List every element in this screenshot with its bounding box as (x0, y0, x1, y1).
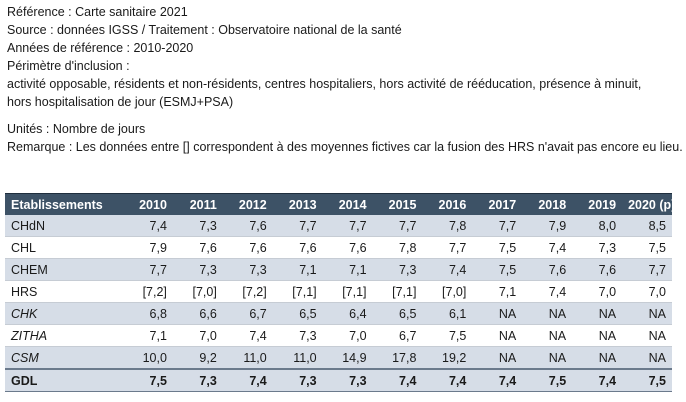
reference-line: Référence : Carte sanitaire 2021 (7, 5, 188, 19)
row-label: CSM (5, 347, 123, 370)
table-cell: 7,8 (422, 215, 472, 237)
table-cell: 7,7 (373, 215, 423, 237)
row-label: ZITHA (5, 325, 123, 347)
table-cell: 7,3 (572, 237, 622, 259)
table-cell: 7,7 (422, 237, 472, 259)
table-cell: 11,0 (223, 347, 273, 370)
table-cell: 7,3 (273, 325, 323, 347)
metadata-block (7, 3, 683, 156)
table-cell: 9,2 (173, 347, 223, 370)
table-cell: 7,0 (323, 325, 373, 347)
table-cell: 7,7 (622, 259, 672, 281)
table-cell: NA (522, 347, 572, 370)
table-cell: 6,5 (373, 303, 423, 325)
table-cell: [7,1] (373, 281, 423, 303)
table-cell: 19,2 (422, 347, 472, 370)
total-cell: 7,4 (572, 369, 622, 392)
table-cell: 7,7 (472, 215, 522, 237)
table-cell: 7,6 (273, 237, 323, 259)
table-cell: 7,6 (223, 215, 273, 237)
table-cell: 7,6 (223, 237, 273, 259)
table-cell: 7,4 (522, 237, 572, 259)
table-cell: NA (472, 303, 522, 325)
table-cell: NA (522, 303, 572, 325)
table-cell: 6,4 (323, 303, 373, 325)
row-label: CHdN (5, 215, 123, 237)
table-cell: 7,4 (223, 325, 273, 347)
column-header-year: 2016 (422, 194, 472, 216)
table-cell: 8,5 (622, 215, 672, 237)
table-cell: 6,7 (223, 303, 273, 325)
row-label: HRS (5, 281, 123, 303)
table-cell: [7,2] (223, 281, 273, 303)
total-cell: 7,3 (173, 369, 223, 392)
column-header-year: 2017 (472, 194, 522, 216)
table-row (5, 347, 672, 370)
table-cell: 7,7 (323, 215, 373, 237)
table-row (5, 237, 672, 259)
total-cell: 7,4 (422, 369, 472, 392)
table-cell: NA (472, 347, 522, 370)
table-cell: 7,6 (173, 237, 223, 259)
table-cell: 7,3 (173, 259, 223, 281)
column-header-year: 2011 (173, 194, 223, 216)
total-cell: 7,4 (223, 369, 273, 392)
perimeter-title: Périmètre d'inclusion : (7, 59, 130, 73)
table-cell: 7,5 (472, 237, 522, 259)
table-cell: 7,6 (522, 259, 572, 281)
perimeter-line-1: activité opposable, résidents et non-résidents, centres hospitaliers, hors activité de rééducation, présence à minuit, (7, 77, 642, 91)
table-cell: NA (522, 325, 572, 347)
table-cell: 7,1 (472, 281, 522, 303)
table-cell: NA (572, 347, 622, 370)
table-cell: [7,0] (173, 281, 223, 303)
table-cell: NA (622, 325, 672, 347)
length-of-stay-table (5, 193, 676, 392)
table-header-row (5, 194, 672, 216)
table-cell: 7,3 (373, 259, 423, 281)
table-cell: 7,1 (323, 259, 373, 281)
table-cell: 6,6 (173, 303, 223, 325)
table-cell: 7,0 (173, 325, 223, 347)
table-cell: 6,1 (422, 303, 472, 325)
table-row (5, 325, 672, 347)
table-cell: 7,7 (123, 259, 173, 281)
total-cell: 7,3 (323, 369, 373, 392)
table-cell: 7,1 (273, 259, 323, 281)
source-line: Source : données IGSS / Traitement : Observatoire national de la santé (7, 23, 402, 37)
row-label: CHK (5, 303, 123, 325)
table-cell: 6,5 (273, 303, 323, 325)
column-header-year: 2019 (572, 194, 622, 216)
table-row (5, 303, 672, 325)
total-cell: 7,5 (522, 369, 572, 392)
total-cell: 7,5 (123, 369, 173, 392)
total-cell: 7,4 (472, 369, 522, 392)
table-body (5, 215, 672, 369)
column-header-year: 2014 (323, 194, 373, 216)
total-cell: 7,3 (273, 369, 323, 392)
table-cell: 7,4 (123, 215, 173, 237)
table-cell: 7,0 (572, 281, 622, 303)
table-cell: 14,9 (323, 347, 373, 370)
table-cell: 7,1 (123, 325, 173, 347)
table-cell: 7,5 (472, 259, 522, 281)
table-row (5, 281, 672, 303)
table-cell: [7,1] (323, 281, 373, 303)
table-cell: 7,5 (422, 325, 472, 347)
table-row (5, 215, 672, 237)
table-cell: NA (572, 303, 622, 325)
row-label: CHEM (5, 259, 123, 281)
column-header-year: 2020 (p) (622, 194, 672, 216)
column-header-year: 2013 (273, 194, 323, 216)
table-row (5, 259, 672, 281)
units-line: Unités : Nombre de jours (7, 122, 146, 136)
table-cell: 7,0 (622, 281, 672, 303)
table-cell: NA (572, 325, 622, 347)
table-cell: 17,8 (373, 347, 423, 370)
table-cell: [7,1] (273, 281, 323, 303)
table-cell: [7,2] (123, 281, 173, 303)
table-cell: 6,7 (373, 325, 423, 347)
perimeter-line-2: hors hospitalisation de jour (ESMJ+PSA) (7, 95, 234, 109)
table-cell: 7,4 (522, 281, 572, 303)
table-cell: 6,8 (123, 303, 173, 325)
column-header-year: 2015 (373, 194, 423, 216)
table-cell: 11,0 (273, 347, 323, 370)
table-cell: 7,7 (273, 215, 323, 237)
years-line: Années de référence : 2010-2020 (7, 41, 194, 55)
row-label-total: GDL (5, 369, 123, 392)
table-cell: 10,0 (123, 347, 173, 370)
remark-line: Remarque : Les données entre [] correspondent à des moyennes fictives car la fusion des HRS n'avait pas encore eu lieu. (7, 140, 683, 154)
total-cell: 7,5 (622, 369, 672, 392)
table-cell: 7,9 (123, 237, 173, 259)
table-cell: 7,3 (173, 215, 223, 237)
total-row (5, 369, 672, 392)
table-cell: [7,0] (422, 281, 472, 303)
column-header-establishments: Etablissements (5, 194, 123, 216)
row-label: CHL (5, 237, 123, 259)
table-cell: NA (622, 347, 672, 370)
table-cell: 7,6 (323, 237, 373, 259)
total-cell: 7,4 (373, 369, 423, 392)
table-cell: 7,3 (223, 259, 273, 281)
table-cell: NA (622, 303, 672, 325)
table-cell: 7,8 (373, 237, 423, 259)
table-cell: 7,4 (422, 259, 472, 281)
table-cell: NA (472, 325, 522, 347)
column-header-year: 2012 (223, 194, 273, 216)
table-cell: 7,9 (522, 215, 572, 237)
table-cell: 7,6 (572, 259, 622, 281)
table-cell: 7,5 (622, 237, 672, 259)
column-header-year: 2018 (522, 194, 572, 216)
table-cell: 8,0 (572, 215, 622, 237)
column-header-year: 2010 (123, 194, 173, 216)
